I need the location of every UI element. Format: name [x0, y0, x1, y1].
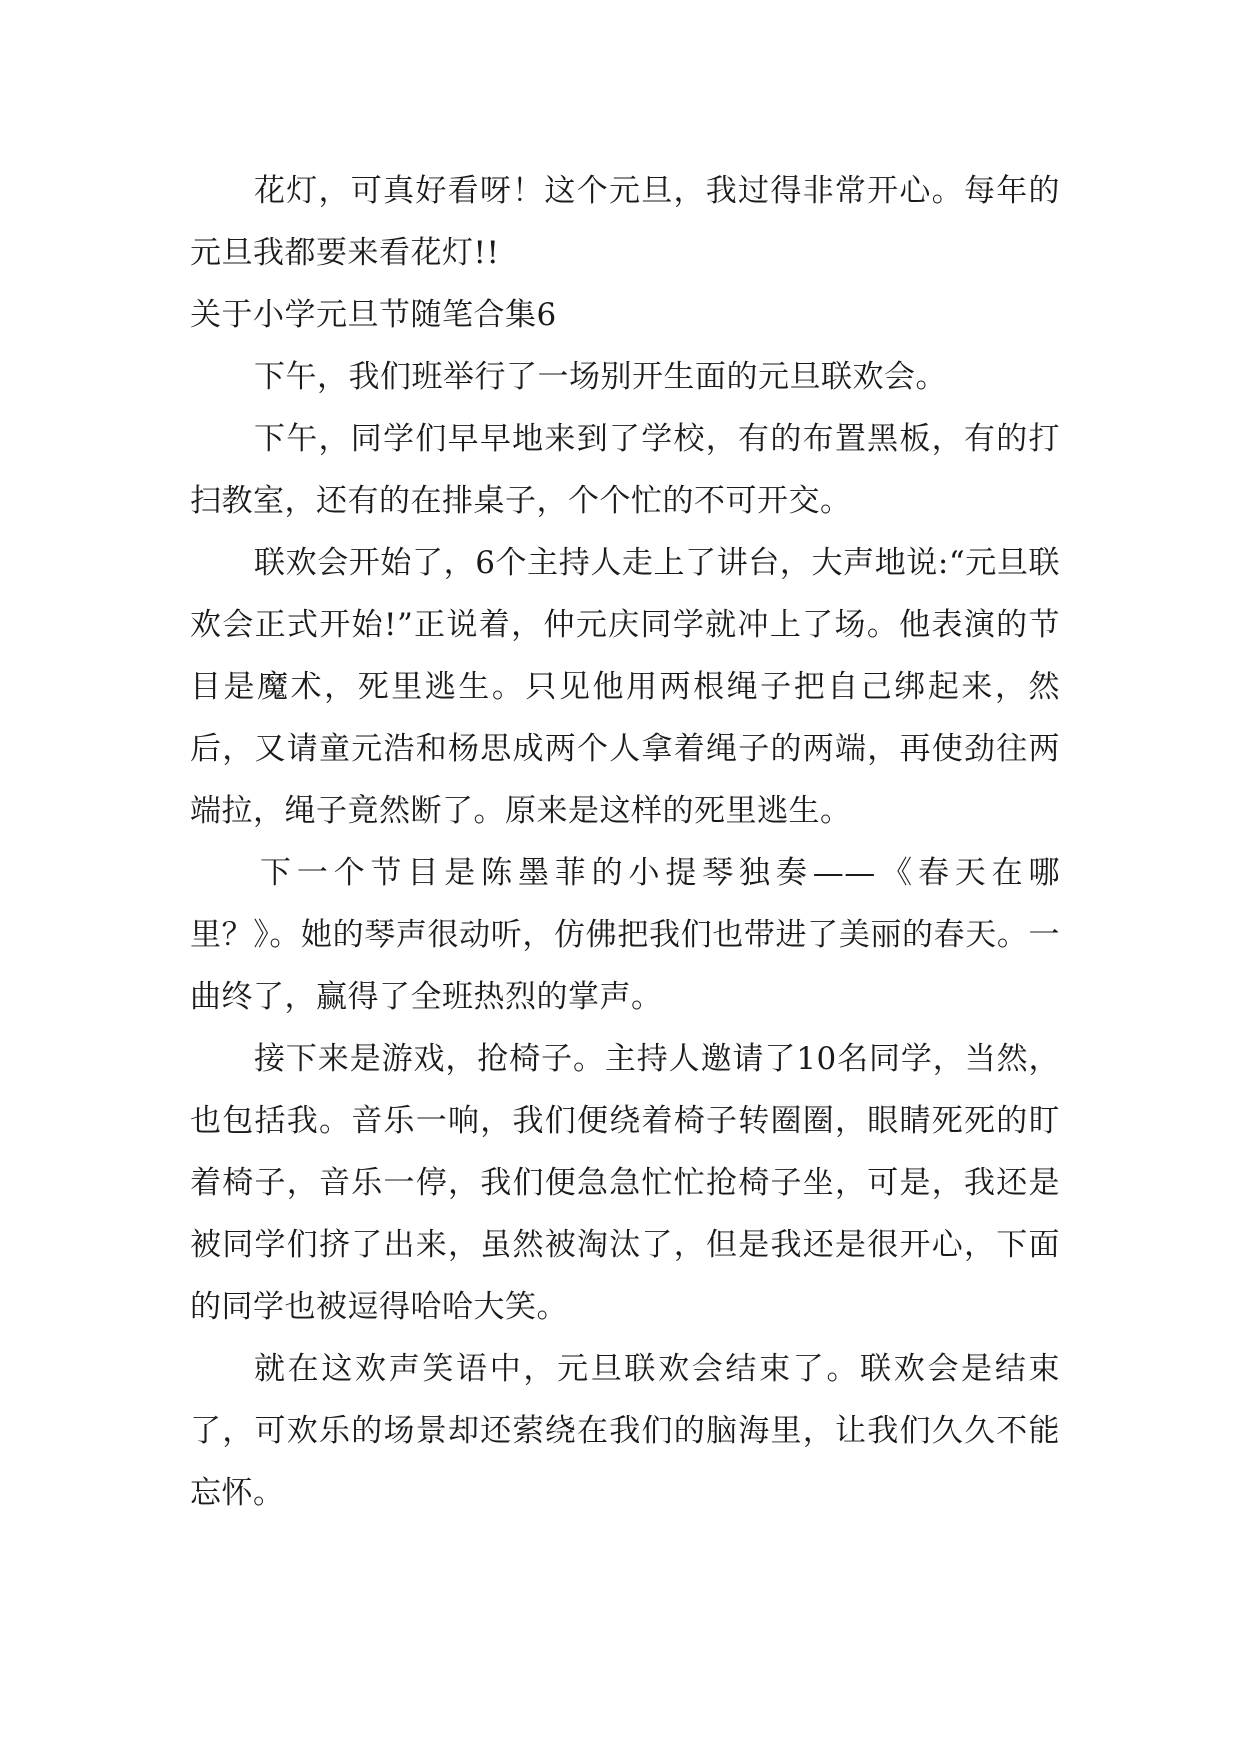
paragraph-magic-show: 联欢会开始了，6个主持人走上了讲台，大声地说:“元旦联欢会正式开始!”正说着，仲元庆同学就冲上了场。他表演的节目是魔术，死里逃生。只见他用两根绳子把自己绑起来，然后，又请童元浩和杨思成两个人拿着绳子的两端，再使劲往两端拉，绳子竟然断了。原来是这样的死里逃生。: [190, 545, 1060, 829]
paragraph-chair-game: 接下来是游戏，抢椅子。主持人邀请了10名同学，当然，也包括我。音乐一响，我们便绕着椅子转圈圈，眼睛死死的盯着椅子，音乐一停，我们便急急忙忙抢椅子坐，可是，我还是被同学们挤了出来，虽然被淘汰了，但是我还是很开心，下面的同学也被逗得哈哈大笑。: [190, 1041, 1060, 1325]
paragraph-ending: 就在这欢声笑语中，元旦联欢会结束了。联欢会是结束了，可欢乐的场景却还萦绕在我们的脑海里，让我们久久不能忘怀。: [190, 1351, 1060, 1511]
paragraph-party-intro: 下午，我们班举行了一场别开生面的元旦联欢会。: [254, 359, 947, 395]
document-body: [190, 160, 1060, 1524]
paragraph-violin-solo: 下一个节目是陈墨菲的小提琴独奏——《春天在哪里？》。她的琴声很动听，仿佛把我们也带进了美丽的春天。一曲终了，赢得了全班热烈的掌声。: [190, 855, 1060, 1015]
paragraph-flower-lanterns: 花灯，可真好看呀！这个元旦，我过得非常开心。每年的元旦我都要来看花灯!!: [190, 173, 1060, 271]
section-heading: 关于小学元旦节随笔合集6: [190, 297, 557, 333]
paragraph-preparation: 下午，同学们早早地来到了学校，有的布置黑板，有的打扫教室，还有的在排桌子，个个忙的不可开交。: [190, 421, 1060, 519]
